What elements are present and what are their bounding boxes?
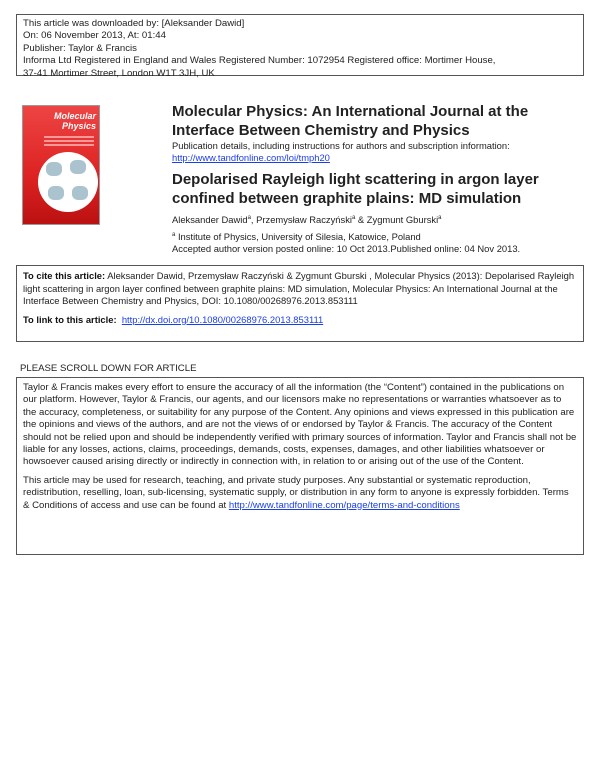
- author: Zygmunt Gburski: [366, 214, 439, 226]
- separator: ,: [250, 214, 257, 226]
- cite-label: To cite this article:: [23, 270, 106, 281]
- address: 37-41 Mortimer Street, London W1T 3JH, UK: [23, 67, 215, 79]
- authors: [172, 212, 592, 226]
- affiliation: [172, 229, 592, 243]
- article-title: Depolarised Rayleigh light scattering in argon layer confined between graphite plains: MD simulation: [172, 171, 539, 207]
- cover-subtitle-lines: [44, 136, 94, 146]
- usage-paragraph: [23, 475, 577, 512]
- usage-text: This article may be used for research, teaching, and private study purposes. Any substantial or systematic reproduction, redistribution, reselling, loan, sub-licensing, systematic supply, or distribution in any form to anyone is expressly forbidden. Terms & Conditions of access and use can be found at: [23, 474, 569, 511]
- download-line: This article was downloaded by: [Aleksander Dawid]: [23, 18, 245, 29]
- terms-link[interactable]: http://www.tandfonline.com/page/terms-and-conditions: [228, 499, 460, 511]
- aff-mark: a: [172, 232, 176, 239]
- journal-link[interactable]: http://www.tandfonline.com/loi/tmph20: [172, 152, 330, 163]
- aff-mark: a: [438, 215, 442, 221]
- publisher: Publisher: Taylor & Francis: [23, 42, 137, 54]
- cite-text: Aleksander Dawid, Przemysław Raczyński & Zygmunt Gburski , Molecular Physics (2013): Depolarised Rayleigh light scattering in argon layer confined between graphite plains: MD simulation, Molecular Physics: An International Journal at the Interface Between Chemistry and Physics, DOI: 10.1080/00268976.2013.853111: [23, 270, 575, 306]
- registration: Informa Ltd Registered in England and Wales Registered Number: 1072954 Registered office: Mortimer House,: [23, 55, 496, 67]
- disclaimer-paragraph: Taylor & Francis makes every effort to ensure the accuracy of all the information (the “Content”) contained in the publications on our platform. However, Taylor & Francis, our agents, and our licensors make no representations or warranties whatsoever as to the accuracy, completeness, or suitability for any purpose of the Content. Any opinions and views expressed in this publication are the opinions and views of the authors, and are not the views of or endorsed by Taylor & Francis. The accuracy of the Content should not be relied upon and should be independently verified with primary sources of information. Taylor and Francis shall not be liable for any losses, actions, claims, proceedings, demands, costs, expenses, damages, and other liabilities whatsoever or howsoever caused arising directly or indirectly in connection with, in relation to or arising out of the use of the Content.: [23, 382, 577, 468]
- aff-mark: a: [247, 215, 251, 221]
- author: Aleksander Dawid: [172, 214, 248, 226]
- cover-title: Molecular Physics: [53, 111, 96, 131]
- author: Przemysław Raczyński: [256, 214, 352, 226]
- download-date: On: 06 November 2013, At: 01:44: [23, 30, 166, 42]
- doi-link[interactable]: http://dx.doi.org/10.1080/00268976.2013.853111: [121, 313, 324, 325]
- publication-dates: Accepted author version posted online: 10 Oct 2013.Published online: 04 Nov 2013.: [172, 243, 521, 255]
- cover-molecule-graphic: [38, 152, 98, 212]
- download-info-box: [16, 14, 584, 79]
- journal-title: Molecular Physics: An International Journal at the Interface Between Chemistry and Physics: [172, 103, 529, 139]
- link-label: To link to this article:: [23, 313, 117, 325]
- aff-mark: a: [351, 215, 356, 221]
- article-header: [172, 102, 592, 255]
- publication-details: Publication details, including instructions for authors and subscription information:: [172, 140, 510, 151]
- citation: [23, 270, 577, 308]
- disclaimer-box: [16, 377, 584, 555]
- scroll-notice: PLEASE SCROLL DOWN FOR ARTICLE: [20, 363, 197, 374]
- separator: &: [355, 214, 367, 226]
- article-link-row: [23, 314, 577, 327]
- citation-box: [16, 265, 584, 342]
- affiliation-text: Institute of Physics, University of Silesia, Katowice, Poland: [177, 231, 421, 243]
- journal-cover-image: [22, 105, 100, 225]
